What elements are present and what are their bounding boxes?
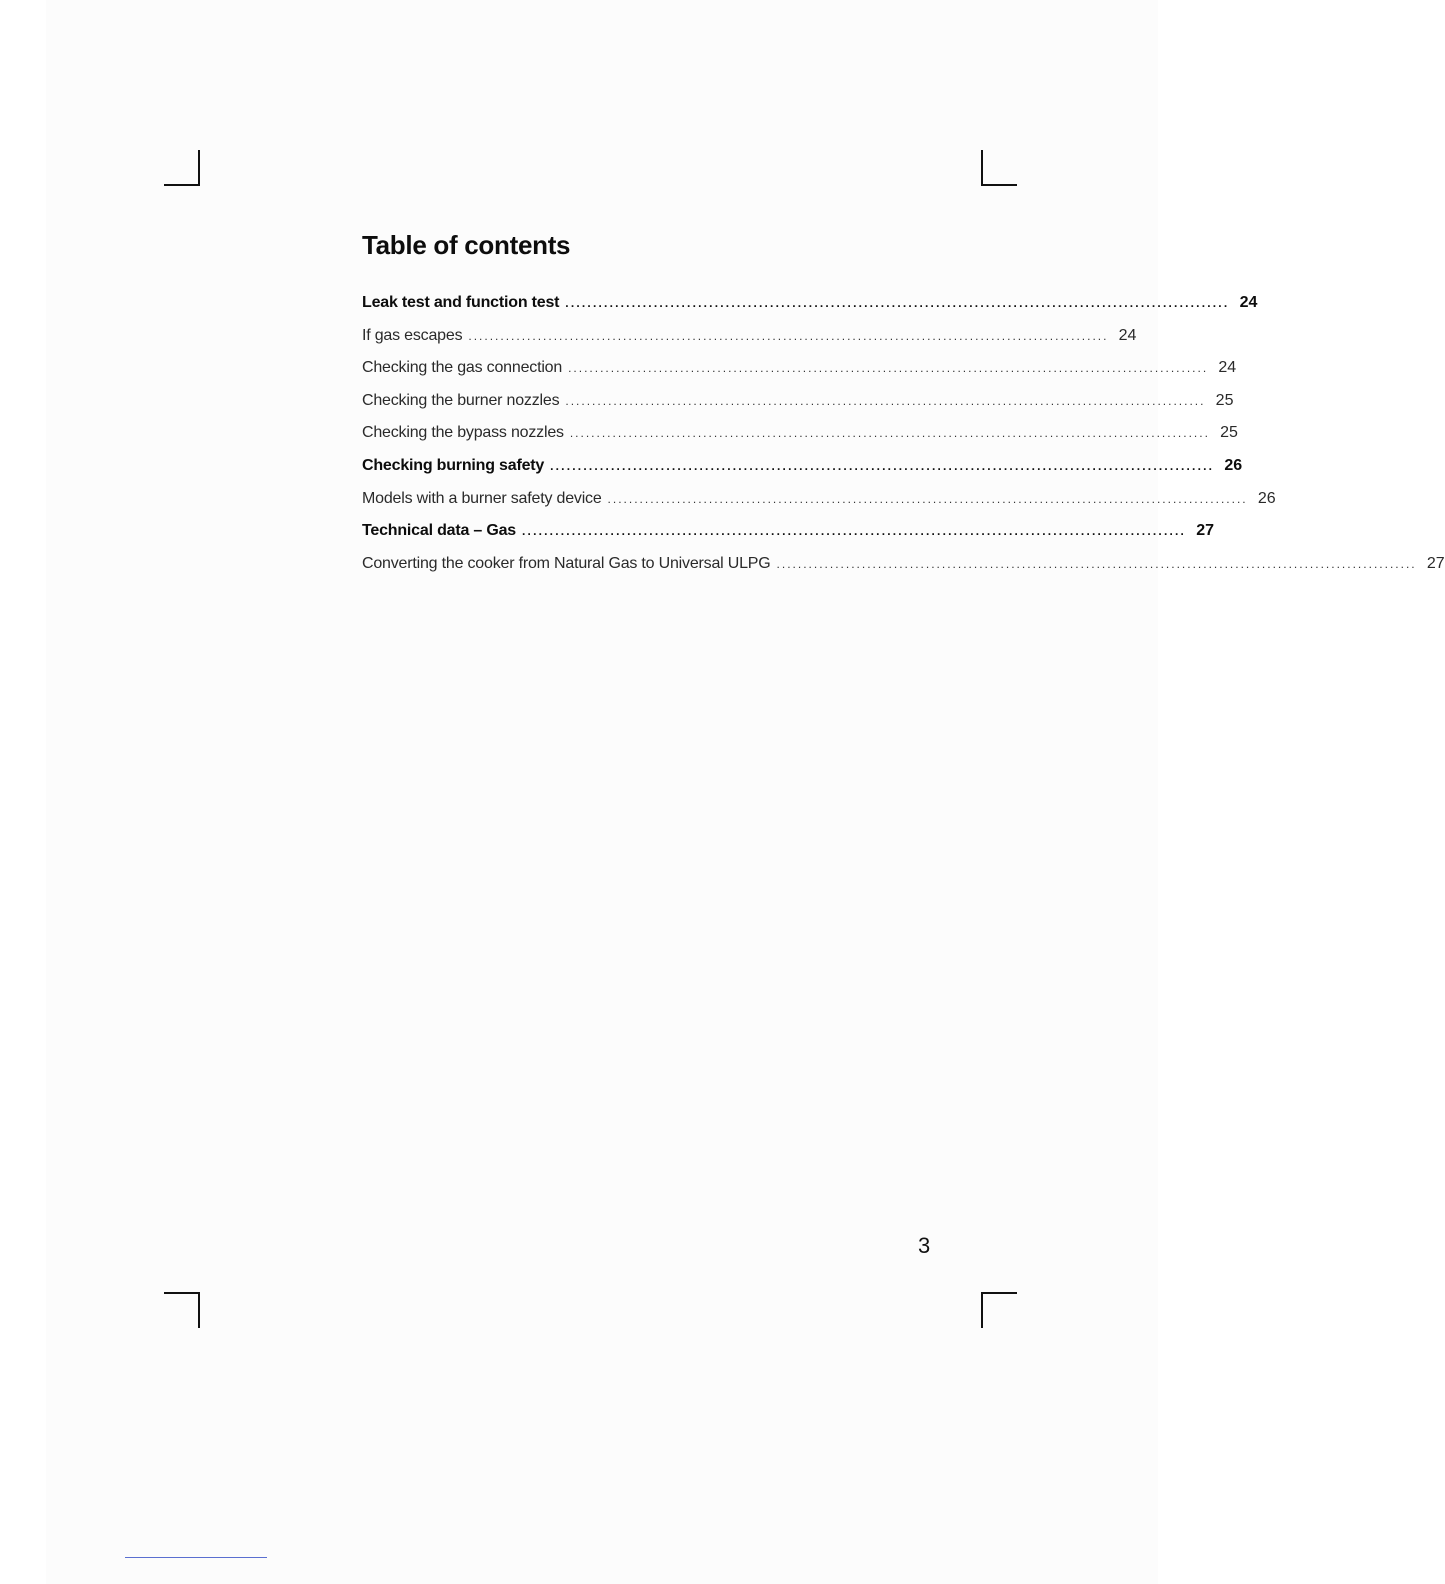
toc-entry[interactable]: [362, 489, 1276, 523]
toc-entry-page: 26: [1257, 489, 1276, 507]
toc-entry[interactable]: [362, 424, 1238, 457]
toc-dot-leader: ........................................................................................................................: [569, 426, 1210, 441]
toc-entry[interactable]: [362, 554, 1445, 588]
toc-entry[interactable]: [362, 456, 1243, 490]
toc-entry[interactable]: [362, 326, 1137, 360]
crop-mark-bottom-right: [981, 1292, 1017, 1328]
page-title: Table of contents: [362, 230, 571, 260]
footer-rule: [125, 1557, 267, 1558]
toc-entry[interactable]: [362, 294, 1258, 327]
toc-entry[interactable]: [362, 522, 1215, 555]
toc-dot-leader: ........................................................................................................................: [776, 556, 1417, 571]
crop-mark-top-left: [164, 150, 200, 186]
toc-entry-label: Checking burning safety: [362, 456, 545, 474]
toc-entry-label: Leak test and function test: [362, 294, 560, 311]
toc-dot-leader: ........................................................................................................................: [550, 458, 1215, 473]
toc-entry[interactable]: [362, 359, 1237, 392]
page-number: 3: [918, 1233, 931, 1258]
toc-entry-label: Models with a burner safety device: [362, 489, 602, 507]
toc-entry[interactable]: [362, 391, 1234, 425]
page-sheet: [46, 0, 1158, 1584]
toc-dot-leader: ........................................................................................................................: [565, 296, 1230, 310]
toc-entry-label: Converting the cooker from Natural Gas to Universal ULPG: [362, 554, 771, 572]
toc-entry-page: 24: [1239, 294, 1258, 311]
toc-entry-label: Technical data – Gas: [362, 522, 516, 540]
toc-entry-label: Checking the bypass nozzles: [362, 424, 564, 442]
toc-entry-page: 24: [1118, 326, 1137, 344]
toc-dot-leader: ........................................................................................................................: [522, 524, 1187, 539]
toc-entry-page: 25: [1215, 391, 1234, 409]
toc-entry-page: 27: [1196, 522, 1215, 540]
toc-dot-leader: ........................................................................................................................: [565, 393, 1206, 408]
toc-dot-leader: ........................................................................................................................: [468, 328, 1109, 343]
toc-entry-label: If gas escapes: [362, 326, 463, 344]
toc-entry-label: Checking the gas connection: [362, 359, 563, 377]
toc-dot-leader: ........................................................................................................................: [607, 491, 1248, 506]
toc-entry-page: 26: [1224, 456, 1243, 474]
toc-list: [362, 294, 1445, 587]
crop-mark-top-right: [981, 150, 1017, 186]
toc-entry-page: 27: [1426, 554, 1445, 572]
toc-entry-page: 25: [1220, 424, 1238, 442]
toc-entry-label: Checking the burner nozzles: [362, 391, 560, 409]
toc-entry-page: 24: [1218, 359, 1237, 377]
crop-mark-bottom-left: [164, 1292, 200, 1328]
toc-dot-leader: ........................................................................................................................: [568, 361, 1209, 376]
